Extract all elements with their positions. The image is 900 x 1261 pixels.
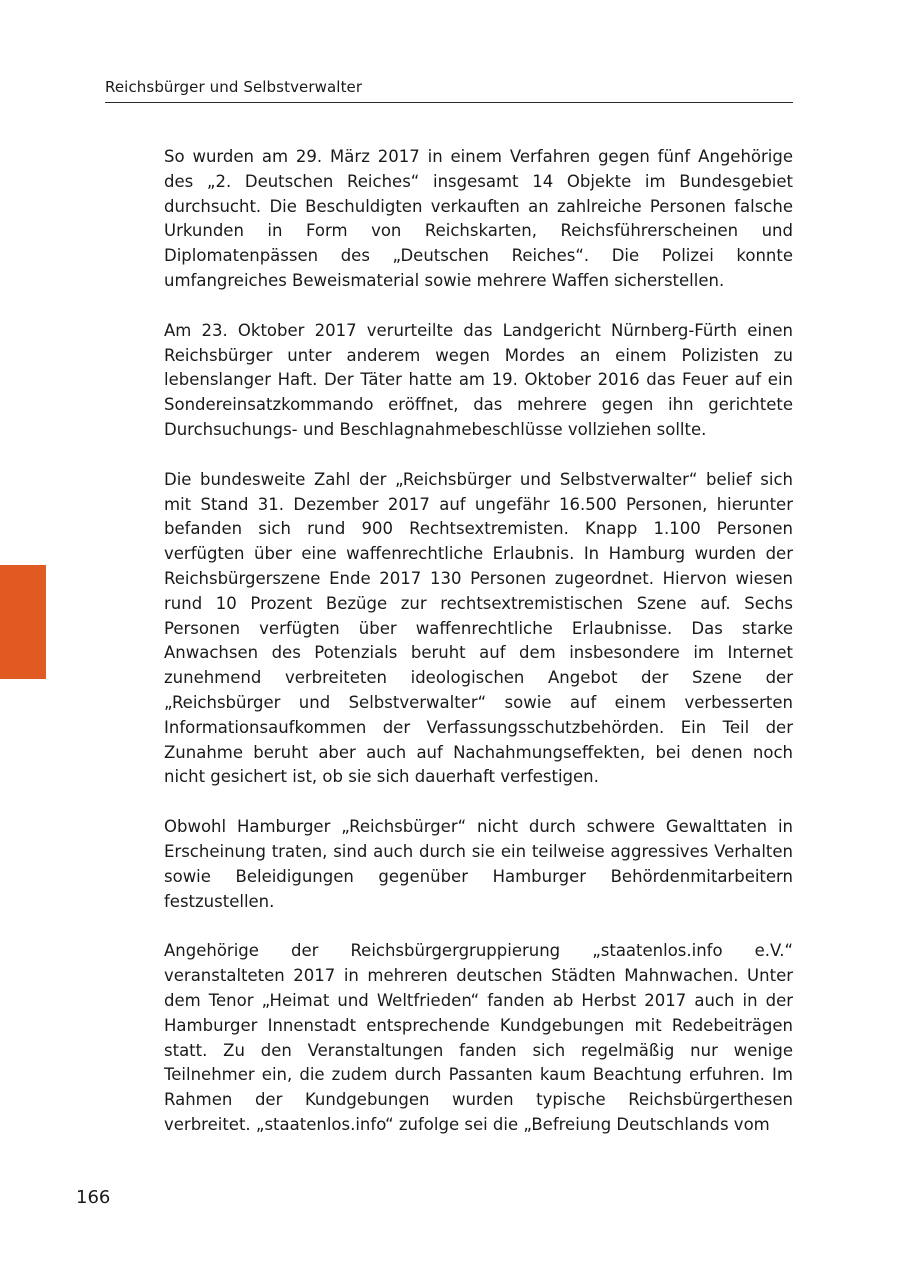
paragraph-5: Angehörige der Reichsbürgergruppierung „staatenlos.info e.V.“ veranstalteten 2017 in mehreren deutschen Städten Mahnwachen. Unter dem Tenor „Heimat und Weltfrieden“ fanden ab Herbst 2017 auch in der Hamburger Innenstadt entsprechende Kundgebungen mit Redebeiträgen statt. Zu den Veranstaltungen fanden sich regelmäßig nur wenige Teilnehmer ein, die zudem durch Passanten kaum Beachtung erfuhren. Im Rahmen der Kundgebungen wurden typische Reichsbürgerthesen verbreitet. „staatenlos.info“ zufolge sei die „Befreiung Deutschlands vom xyxy=(164,941,793,1134)
paragraph-4: Obwohl Hamburger „Reichsbürger“ nicht durch schwere Gewalttaten in Erscheinung traten, sind auch durch sie ein teilweise aggressives Verhalten sowie Beleidigungen gegenüber Hamburger Behördenmitarbeitern festzustellen. xyxy=(164,817,793,911)
paragraph-2: Am 23. Oktober 2017 verurteilte das Landgericht Nürnberg-Fürth einen Reichsbürger unter anderem wegen Mordes an einem Polizisten zu lebenslanger Haft. Der Täter hatte am 19. Oktober 2016 das Feuer auf ein Sondereinsatzkommando eröffnet, das mehrere gegen ihn gerichtete Durchsuchungs- und Beschlagnahmebeschlüsse vollziehen sollte. xyxy=(164,320,793,439)
chapter-side-tab xyxy=(0,565,46,679)
page-number: 166 xyxy=(76,1187,111,1208)
paragraph-3: Die bundesweite Zahl der „Reichsbürger und Selbstverwalter“ belief sich mit Stand 31. Dezember 2017 auf ungefähr 16.500 Personen, hierunter befanden sich rund 900 Rechtsextremisten. Knapp 1.100 Personen verfügten über eine waffenrechtliche Erlaubnis. In Hamburg wurden der Reichsbürgerszene Ende 2017 130 Personen zugeordnet. Hiervon wiesen rund 10 Prozent Bezüge zur rechtsextremistischen Szene auf. Sechs Personen verfügten über waffenrechtliche Erlaubnisse. Das starke Anwachsen des Potenzials beruht auf dem insbesondere im Internet zunehmend verbreiteten ideologischen Angebot der Szene der „Reichsbürger und Selbstverwalter“ sowie auf einem verbesserten Informationsaufkommen der Verfassungsschutzbehörden. Ein Teil der Zunahme beruht aber auch auf Nachahmungseffekten, bei denen noch nicht gesichert ist, ob sie sich dauerhaft verfestigen. xyxy=(164,469,793,787)
body-text xyxy=(164,145,793,1163)
running-header xyxy=(105,76,793,103)
header-title: Reichsbürger und Selbstverwalter xyxy=(105,78,363,96)
paragraph-1: So wurden am 29. März 2017 in einem Verfahren gegen fünf Angehörige des „2. Deutschen Reiches“ insgesamt 14 Objekte im Bundesgebiet durchsucht. Die Beschuldigten verkauften an zahlreiche Personen falsche Urkunden in Form von Reichskarten, Reichsführerscheinen und Diplomatenpässen des „Deutschen Reiches“. Die Polizei konnte umfangreiches Beweismaterial sowie mehrere Waffen sicherstellen. xyxy=(164,147,793,290)
